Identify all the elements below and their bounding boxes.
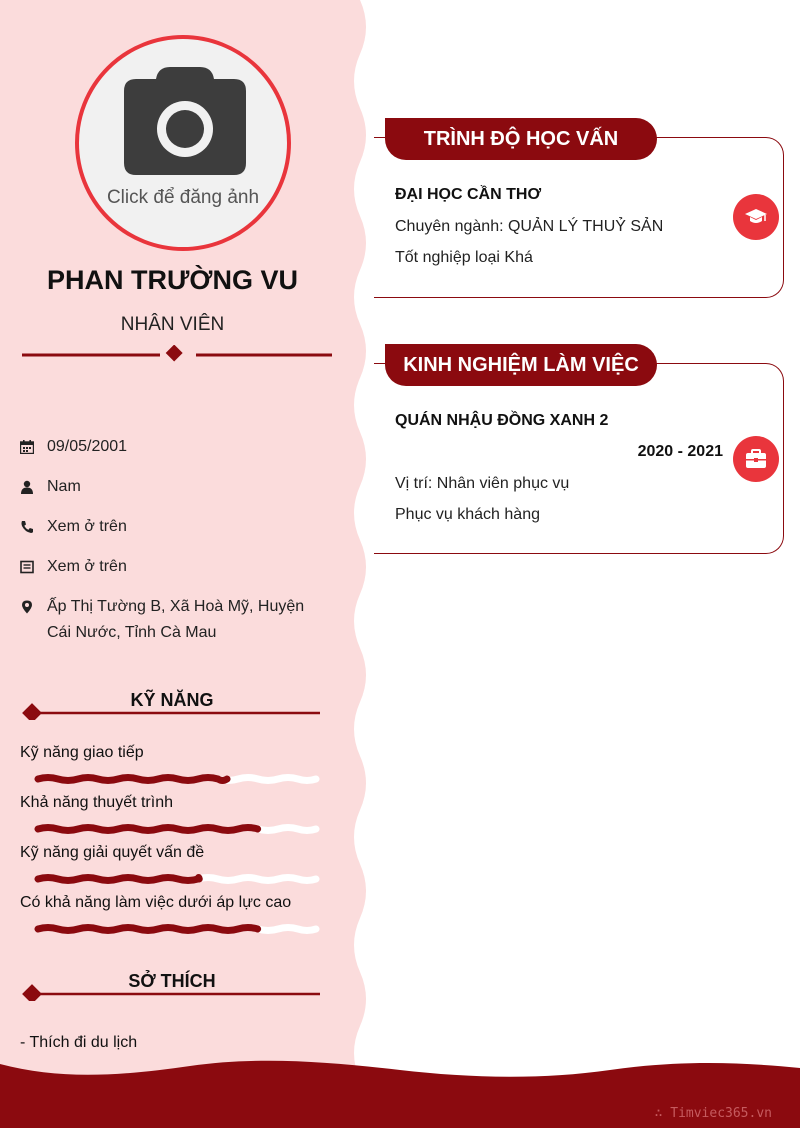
experience-card bbox=[374, 363, 784, 554]
skill-label: Có khả năng làm việc dưới áp lực cao bbox=[20, 894, 292, 911]
experience-icon-badge bbox=[733, 436, 779, 482]
full-name: PHAN TRƯỜNG VU bbox=[47, 265, 298, 295]
skill-item bbox=[20, 844, 330, 862]
skill-label: Kỹ năng giao tiếp bbox=[20, 744, 144, 761]
phone: Xem ở trên bbox=[47, 518, 127, 535]
avatar-upload[interactable] bbox=[75, 35, 291, 251]
skill-label: Khả năng thuyết trình bbox=[20, 794, 173, 811]
calendar-icon bbox=[20, 440, 34, 454]
experience-description: Phục vụ khách hàng bbox=[395, 506, 540, 523]
email-icon bbox=[20, 560, 34, 574]
contact-birthdate bbox=[20, 434, 320, 460]
experience-company: QUÁN NHẬU ĐỒNG XANH 2 bbox=[395, 412, 609, 429]
contact-gender bbox=[20, 474, 320, 500]
birthdate: 09/05/2001 bbox=[47, 438, 128, 455]
avatar-upload-label: Click để đăng ảnh bbox=[106, 187, 260, 208]
hobby-item: - Thích đi du lịch bbox=[20, 1034, 138, 1051]
watermark: ∴ Timviec365.vn bbox=[654, 1106, 772, 1121]
tab-experience: KINH NGHIỆM LÀM VIỆC bbox=[385, 344, 657, 386]
education-school: ĐẠI HỌC CẦN THƠ bbox=[395, 186, 542, 203]
skill-bar bbox=[34, 872, 324, 886]
phone-icon bbox=[20, 520, 34, 534]
hobbies-header bbox=[22, 971, 322, 1001]
skill-bar bbox=[34, 772, 324, 786]
location-icon bbox=[20, 600, 34, 614]
education-major: Chuyên ngành: QUẢN LÝ THUỶ SẢN bbox=[395, 218, 664, 235]
gender: Nam bbox=[47, 478, 81, 495]
email: Xem ở trên bbox=[47, 558, 127, 575]
graduation-cap-icon bbox=[744, 205, 768, 229]
skills-title: KỸ NĂNG bbox=[130, 690, 214, 710]
education-icon-badge bbox=[733, 194, 779, 240]
job-title: NHÂN VIÊN bbox=[120, 314, 225, 335]
name-divider bbox=[22, 345, 332, 365]
skills-header bbox=[22, 690, 322, 720]
skill-bar bbox=[34, 922, 324, 936]
experience-role: Vị trí: Nhân viên phục vụ bbox=[395, 475, 570, 492]
skill-item bbox=[20, 744, 330, 762]
skill-bar bbox=[34, 822, 324, 836]
contact-phone bbox=[20, 514, 320, 540]
briefcase-icon bbox=[744, 447, 768, 471]
contact-address bbox=[20, 594, 320, 646]
contact-email bbox=[20, 554, 320, 580]
skill-item bbox=[20, 794, 330, 812]
camera-icon bbox=[122, 67, 248, 177]
education-grade: Tốt nghiệp loại Khá bbox=[395, 249, 533, 266]
education-card bbox=[374, 137, 784, 298]
user-icon bbox=[20, 480, 34, 494]
experience-period: 2020 - 2021 bbox=[637, 443, 723, 460]
skill-item bbox=[20, 894, 330, 912]
hobbies-title: SỞ THÍCH bbox=[128, 971, 216, 991]
tab-education: TRÌNH ĐỘ HỌC VẤN bbox=[385, 118, 657, 160]
address: Ấp Thị Tường B, Xã Hoà Mỹ, Huyện Cái Nước, Tỉnh Cà Mau bbox=[47, 598, 305, 641]
skill-label: Kỹ năng giải quyết vấn đề bbox=[20, 844, 205, 861]
